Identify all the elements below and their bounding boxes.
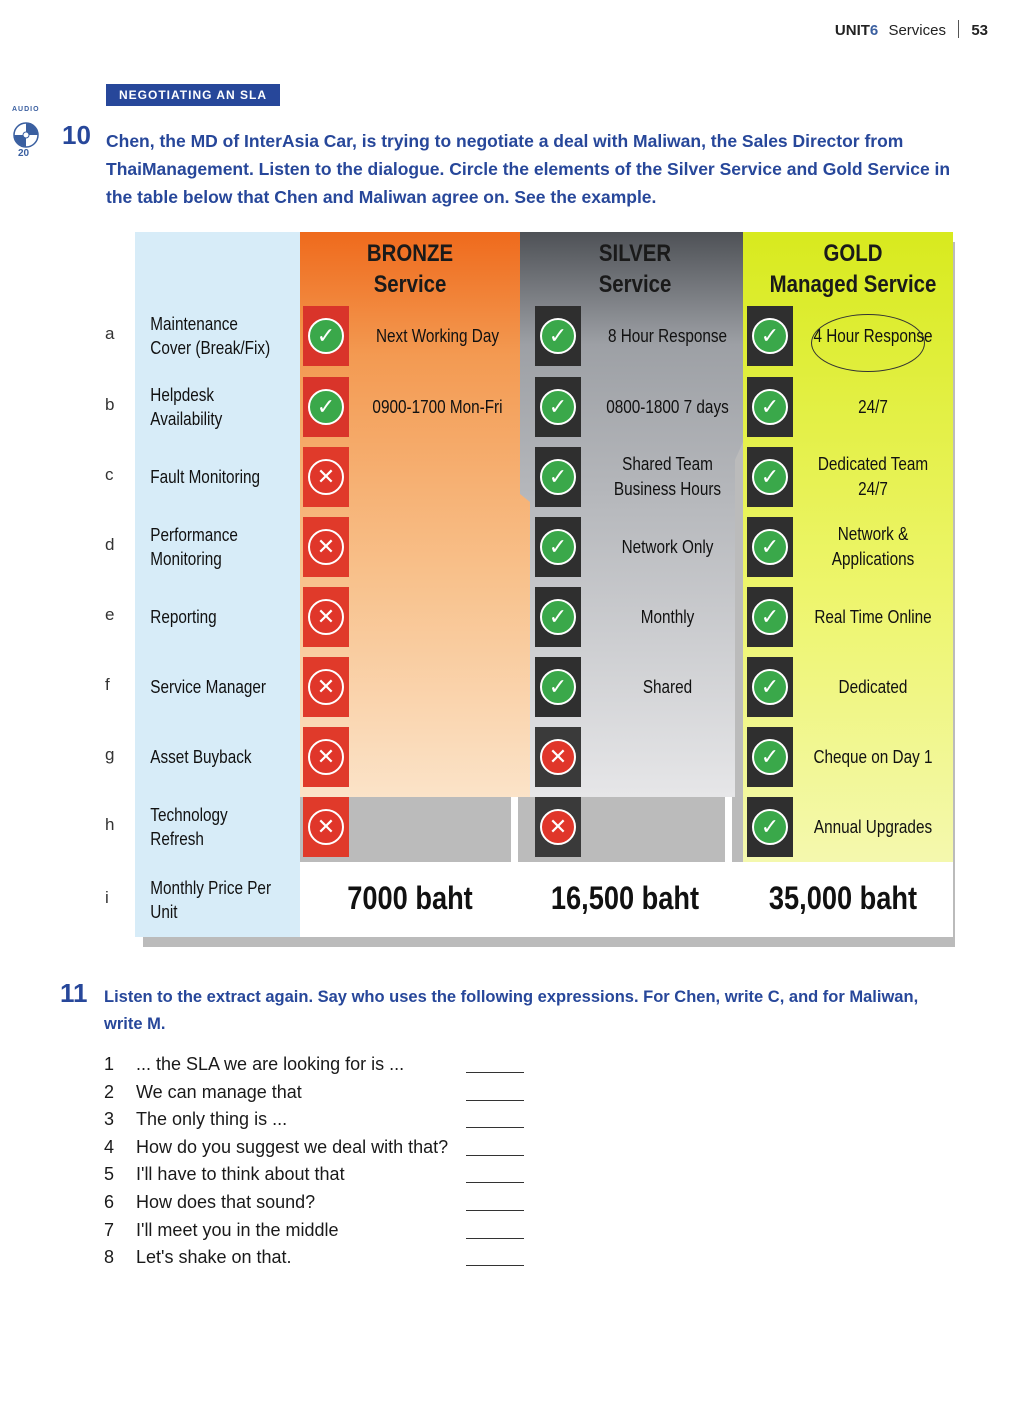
- check-icon: ✓: [752, 529, 788, 565]
- check-icon: ✓: [752, 459, 788, 495]
- silver-cell-value: Network Only: [621, 536, 714, 557]
- expression-item: [104, 1082, 302, 1103]
- cross-icon: ✕: [540, 739, 576, 775]
- silver-status-cell: [535, 517, 581, 577]
- gold-cell-value: 4 Hour Response: [813, 325, 933, 346]
- row-label: Reporting: [150, 607, 217, 627]
- row-letter: c: [105, 465, 114, 484]
- bronze-status-cell: [303, 377, 349, 437]
- gold-status-cell: [747, 797, 793, 857]
- bronze-cell-value: [363, 582, 512, 652]
- silver-cell-value: 0800-1800 7 days: [606, 396, 729, 417]
- check-icon: ✓: [540, 389, 576, 425]
- bronze-status-cell: [303, 727, 349, 787]
- answer-blank[interactable]: [466, 1265, 524, 1266]
- expression-item: [104, 1220, 339, 1241]
- cross-icon: ✕: [308, 599, 344, 635]
- item-text: How do you suggest we deal with that?: [136, 1136, 449, 1157]
- page-number: 53: [971, 22, 988, 39]
- item-text: We can manage that: [136, 1081, 302, 1102]
- silver-status-cell: [535, 727, 581, 787]
- cross-icon: ✕: [308, 669, 344, 705]
- gold-status-cell: [747, 517, 793, 577]
- bronze-status-cell: [303, 797, 349, 857]
- row-label: Maintenance Cover (Break/Fix): [150, 314, 271, 358]
- item-number: 4: [104, 1136, 115, 1157]
- expression-item: [104, 1109, 287, 1130]
- bronze-cell-value: [363, 442, 512, 512]
- bronze-cell-value: 0900-1700 Mon-Fri: [372, 396, 503, 417]
- gold-cell-value: Cheque on Day 1: [813, 746, 933, 767]
- answer-blank[interactable]: [466, 1100, 524, 1101]
- answer-blank[interactable]: [466, 1127, 524, 1128]
- row-letter: e: [105, 605, 115, 624]
- check-icon: ✓: [752, 318, 788, 354]
- item-text: Let's shake on that.: [136, 1247, 292, 1268]
- section-name: Services: [888, 22, 946, 39]
- check-icon: ✓: [540, 669, 576, 705]
- item-text: ... the SLA we are looking for is ...: [136, 1054, 405, 1074]
- row-letter: h: [105, 815, 115, 834]
- silver-column-header: SILVER Service: [598, 240, 672, 298]
- exercise-11-instruction: Listen to the extract again. Say who uses the following expressions. For Chen, write C, and for Maliwan, write M.: [104, 988, 919, 1033]
- row-label: Performance Monitoring: [150, 525, 238, 569]
- row-label: Technology Refresh: [150, 805, 228, 849]
- unit-label: UNIT6: [834, 22, 879, 39]
- check-icon: ✓: [752, 389, 788, 425]
- expression-item: [104, 1192, 315, 1213]
- silver-cell-value: Shared Team Business Hours: [613, 454, 722, 499]
- bronze-cell-value: [363, 722, 512, 792]
- check-icon: ✓: [752, 669, 788, 705]
- item-number: 1: [104, 1054, 115, 1074]
- item-number: 5: [104, 1164, 115, 1185]
- bronze-cell-value: [363, 792, 512, 862]
- item-number: 7: [104, 1219, 115, 1240]
- silver-status-cell: [535, 657, 581, 717]
- silver-cell-value: [602, 792, 734, 862]
- row-letter: a: [105, 324, 115, 343]
- exercise-11-number: 11: [60, 978, 88, 1008]
- cross-icon: ✕: [308, 809, 344, 845]
- row-label: Helpdesk Availability: [150, 385, 223, 429]
- cross-icon: ✕: [540, 809, 576, 845]
- item-number: 2: [104, 1081, 115, 1102]
- answer-blank[interactable]: [466, 1155, 524, 1156]
- row-letter: g: [105, 745, 115, 764]
- check-icon: ✓: [752, 739, 788, 775]
- gold-cell-value: Dedicated: [838, 676, 908, 697]
- check-icon: ✓: [540, 529, 576, 565]
- item-number: 3: [104, 1109, 115, 1130]
- gold-status-cell: [747, 306, 793, 366]
- check-icon: ✓: [752, 599, 788, 635]
- gold-status-cell: [747, 447, 793, 507]
- bronze-cell-value: Next Working Day: [375, 325, 500, 346]
- answer-blank[interactable]: [466, 1238, 524, 1239]
- gold-status-cell: [747, 587, 793, 647]
- check-icon: ✓: [308, 318, 344, 354]
- audio-track-number: 20: [18, 148, 30, 159]
- gold-cell-value: Dedicated Team 24/7: [817, 454, 929, 499]
- bronze-status-cell: [303, 447, 349, 507]
- row-letter: i: [105, 887, 109, 907]
- expression-item: [104, 1054, 404, 1075]
- example-circle-annotation: [811, 314, 925, 372]
- row-letter: b: [105, 395, 115, 414]
- gold-status-cell: [747, 657, 793, 717]
- check-icon: ✓: [308, 389, 344, 425]
- bronze-status-cell: [303, 517, 349, 577]
- item-text: I'll have to think about that: [136, 1164, 345, 1185]
- answer-blank[interactable]: [466, 1072, 524, 1073]
- silver-cell-value: Shared: [642, 676, 693, 697]
- item-text: I'll meet you in the middle: [136, 1219, 339, 1240]
- silver-status-cell: [535, 587, 581, 647]
- check-icon: ✓: [540, 599, 576, 635]
- item-text: The only thing is ...: [136, 1109, 288, 1130]
- gold-monthly-price: 35,000 baht: [768, 880, 918, 916]
- silver-status-cell: [535, 377, 581, 437]
- check-icon: ✓: [540, 459, 576, 495]
- gold-cell-value: 24/7: [858, 396, 888, 417]
- silver-status-cell: [535, 447, 581, 507]
- gold-cell-value: Annual Upgrades: [813, 816, 933, 837]
- cross-icon: ✕: [308, 739, 344, 775]
- bronze-column-header: BRONZE Service: [366, 240, 454, 298]
- bronze-status-cell: [303, 306, 349, 366]
- gold-cell-value: Real Time Online: [814, 606, 932, 627]
- bronze-monthly-price: 7000 baht: [347, 880, 473, 916]
- expression-item: [104, 1137, 448, 1158]
- page-header: [835, 20, 988, 39]
- silver-status-cell: [535, 797, 581, 857]
- bronze-cell-value: [363, 512, 512, 582]
- row-label: Monthly Price Per Unit: [150, 877, 272, 922]
- row-letter: f: [105, 675, 110, 694]
- gold-cell-value: Network & Applications: [831, 524, 915, 569]
- section-banner: NEGOTIATING AN SLA: [106, 84, 280, 106]
- bronze-status-cell: [303, 657, 349, 717]
- expression-item: [104, 1164, 345, 1185]
- item-number: 6: [104, 1192, 115, 1212]
- check-icon: ✓: [752, 809, 788, 845]
- audio-label: AUDIO: [12, 106, 40, 113]
- item-number: 8: [104, 1247, 115, 1268]
- silver-status-cell: [535, 306, 581, 366]
- silver-cell-value: 8 Hour Response: [607, 325, 728, 346]
- silver-cell-value: Monthly: [640, 606, 695, 627]
- silver-monthly-price: 16,500 baht: [550, 880, 700, 916]
- row-letter: d: [105, 535, 115, 554]
- cross-icon: ✕: [308, 529, 344, 565]
- bronze-cell-value: [363, 652, 512, 722]
- answer-blank[interactable]: [466, 1210, 524, 1211]
- row-label: Fault Monitoring: [150, 467, 261, 487]
- exercise-10-instruction: Chen, the MD of InterAsia Car, is trying to negotiate a deal with Maliwan, the Sales Director from ThaiManagement. Listen to the dialogue. Circle the elements of the Silver Service and Gold Service in the table below that Chen and Maliwan agree on. See the example.: [106, 131, 951, 207]
- answer-blank[interactable]: [466, 1182, 524, 1183]
- row-label: Service Manager: [150, 677, 266, 697]
- gold-column-header: GOLD Managed Service: [769, 240, 937, 298]
- row-label: Asset Buyback: [150, 747, 252, 767]
- audio-cd-icon[interactable]: [13, 122, 39, 148]
- expression-item: [104, 1247, 292, 1268]
- item-text: How does that sound?: [136, 1192, 316, 1212]
- sla-comparison-table: [105, 232, 955, 947]
- gold-status-cell: [747, 727, 793, 787]
- silver-cell-value: [602, 722, 734, 792]
- gold-status-cell: [747, 377, 793, 437]
- check-icon: ✓: [540, 318, 576, 354]
- exercise-10-number: 10: [62, 120, 91, 150]
- bronze-status-cell: [303, 587, 349, 647]
- cross-icon: ✕: [308, 459, 344, 495]
